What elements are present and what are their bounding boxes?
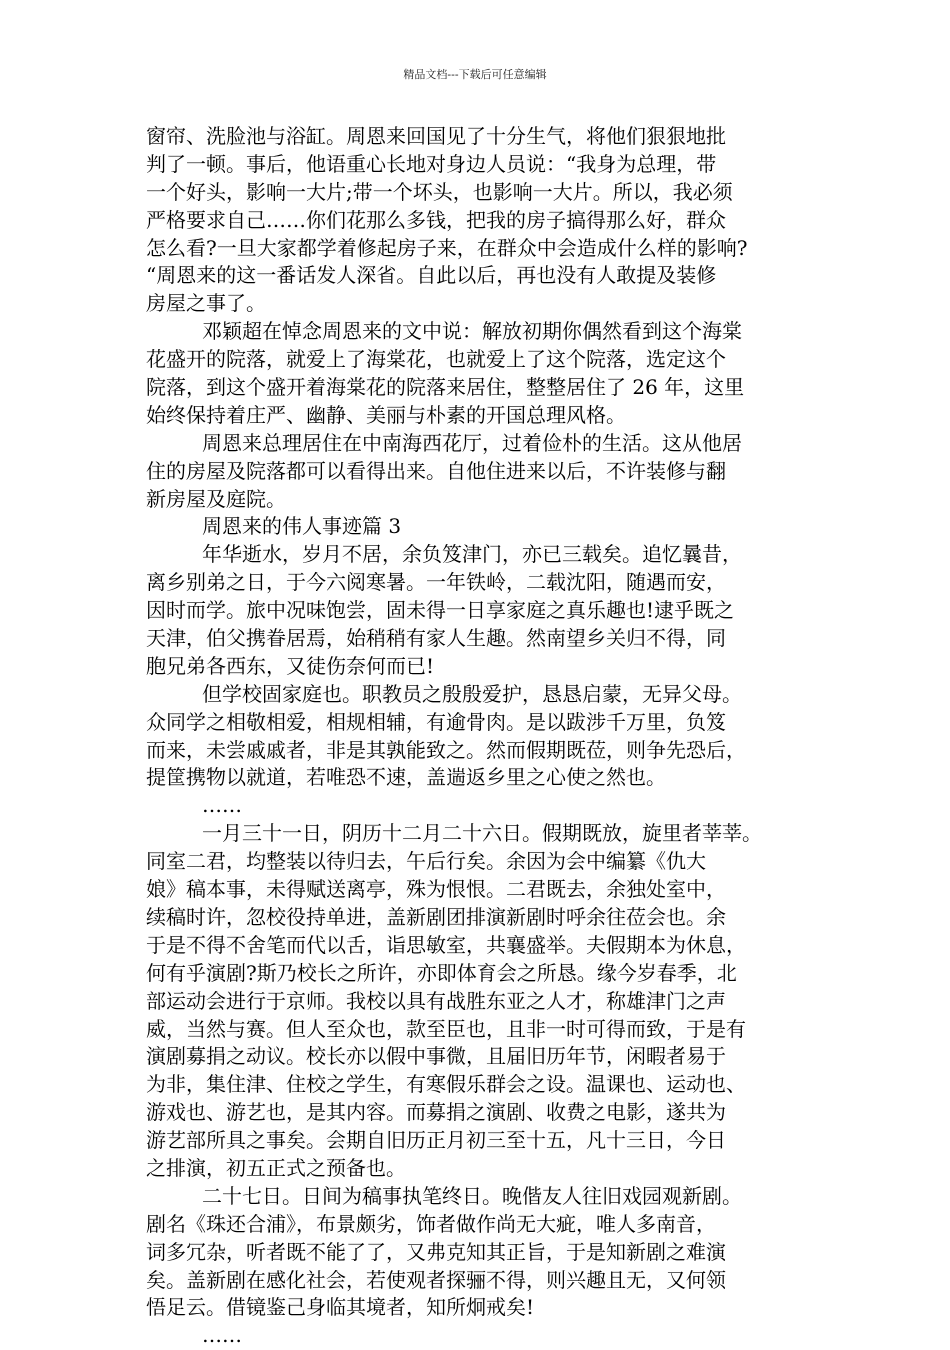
text-line: 住的房屋及院落都可以看得出来。自他住进来以后，不许装修与翻 (146, 458, 726, 483)
text-line: …… (202, 1323, 242, 1348)
text-line: 同室二君，均整装以待归去，午后行矣。余因为会中编纂《仇大 (146, 849, 706, 874)
text-line: 院落，到这个盛开着海棠花的院落来居住，整整居住了 26 年，这里 (146, 375, 745, 400)
text-line: 严格要求自己……你们花那么多钱，把我的房子搞得那么好，群众 (146, 207, 726, 232)
text-line: 年华逝水，岁月不居，余负笈津门，亦已三载矣。追忆曩昔， (202, 542, 742, 567)
text-line: 为非，集住津、住校之学生，有寒假乐群会之设。温课也、运动也、 (146, 1072, 746, 1097)
text-line: 于是不得不舍笔而代以舌，诣思敏室，共襄盛举。夫假期本为休息， (146, 932, 746, 957)
document-body (146, 123, 826, 1350)
text-line: 二十七日。日间为稿事执笔终日。晚偕友人往旧戏园观新剧。 (202, 1183, 742, 1208)
text-line: …… (202, 793, 242, 818)
text-line: 天津，伯父携眷居焉，始稍稍有家人生趣。然南望乡关归不得，同 (146, 626, 726, 651)
text-line: 之排演，初五正式之预备也。 (146, 1155, 406, 1180)
text-line: 众同学之相敬相爱，相规相辅，有逾骨肉。是以跋涉千万里，负笈 (146, 709, 726, 734)
text-line: 花盛开的院落，就爱上了海棠花，也就爱上了这个院落，选定这个 (146, 347, 726, 372)
text-line: 矣。盖新剧在感化社会，若使观者探骊不得，则兴趣且无，又何领 (146, 1267, 726, 1292)
text-line: 何有乎演剧?斯乃校长之所许，亦即体育会之所恳。缘今岁春季，北 (146, 960, 737, 985)
page-header: 精品文档---下载后可任意编辑 (403, 68, 547, 81)
text-line: 提筐携物以就道，若唯恐不速，盖遄返乡里之心使之然也。 (146, 765, 666, 790)
text-line: 始终保持着庄严、幽静、美丽与朴素的开国总理风格。 (146, 402, 626, 427)
text-line: “周恩来的这一番话发人深省。自此以后，再也没有人敢提及装修 (146, 263, 717, 288)
text-line: 周恩来总理居住在中南海西花厅，过着俭朴的生活。这从他居 (202, 430, 742, 455)
text-line: 但学校固家庭也。职教员之殷殷爱护，恳恳启蒙，无异父母。 (202, 681, 742, 706)
text-line: 邓颖超在悼念周恩来的文中说：解放初期你偶然看到这个海棠 (202, 319, 742, 344)
text-line: 判了一顿。事后，他语重心长地对身边人员说：“我身为总理，带 (146, 151, 717, 176)
text-line: 剧名《珠还合浦》，布景颇劣，饰者做作尚无大疵，唯人多南音， (146, 1211, 716, 1236)
text-line: 一个好头，影响一大片;带一个坏头，也影响一大片。所以，我必须 (146, 179, 733, 204)
text-line: 部运动会进行于京师。我校以具有战胜东亚之人才，称雄津门之声 (146, 988, 726, 1013)
text-line: 娘》稿本事，未得赋送离亭，殊为恨恨。二君既去，余独处室中， (146, 877, 726, 902)
text-line: 悟足云。借镜鉴己身临其境者，知所炯戒矣! (146, 1295, 535, 1320)
text-line: 游艺部所具之事矣。会期自旧历正月初三至十五，凡十三日，今日 (146, 1128, 726, 1153)
text-line: 窗帘、洗脸池与浴缸。周恩来回国见了十分生气，将他们狠狠地批 (146, 124, 726, 148)
text-line: 新房屋及庭院。 (146, 486, 286, 511)
text-line: 房屋之事了。 (146, 291, 266, 316)
text-line: 离乡别弟之日，于今六阅寒暑。一年铁岭，二载沈阳，随遇而安， (146, 570, 726, 595)
text-line: 威，当然与赛。但人至众也，款至臣也，且非一时可得而致，于是有 (146, 1016, 746, 1041)
text-line: 游戏也、游艺也，是其内容。而募捐之演剧、收费之电影，遂共为 (146, 1100, 726, 1125)
text-line: 周恩来的伟人事迹篇 3 (202, 514, 402, 539)
text-line: 因时而学。旅中况味饱尝，固未得一日享家庭之真乐趣也!逮乎既之 (146, 598, 735, 623)
text-line: 胞兄弟各西东，又徒伤奈何而已! (146, 653, 435, 678)
text-line: 演剧募捐之动议。校长亦以假中事微，且届旧历年节，闲暇者易于 (146, 1044, 726, 1069)
text-line: 词多冗杂，听者既不能了了，又弗克知其正旨，于是知新剧之难演 (146, 1239, 726, 1264)
text-line: 怎么看?一旦大家都学着修起房子来，在群众中会造成什么样的影响? (146, 235, 748, 260)
text-line: 而来，未尝戚戚者，非是其孰能致之。然而假期既莅，则争先恐后， (146, 737, 746, 762)
text-line: 一月三十一日，阴历十二月二十六日。假期既放，旋里者莘莘。 (202, 821, 762, 846)
text-line: 续稿时许，忽校役持单进，盖新剧团排演新剧时呼余往莅会也。余 (146, 904, 726, 929)
